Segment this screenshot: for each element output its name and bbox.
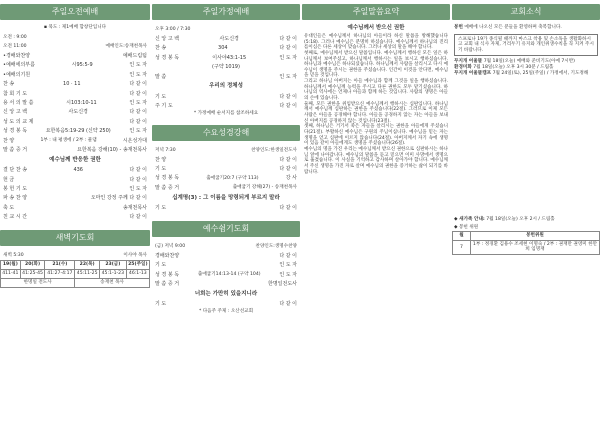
wednesday-service-header: 수요성경강해 — [152, 125, 300, 141]
evening-service-header: 주일가정예배 — [152, 4, 300, 20]
sermon-paragraph: 셋째, 하나님은 거기서 죽은 자들을 살리시는 권한을 아들에게 주셨습니다(21절). 부활하신 예수님은 구원의 주님이십니다. 예수님을 믿는 자는 생명을 얻고 심판에 이르지 않습니다(24절). 아버지께서 자기 속에 생명이 있음 같이 아들에게도 생명을 주셨습니다(26절). — [304, 124, 448, 147]
evening-title: 우리의 정체성 — [209, 83, 243, 90]
order-row: 파 송 찬 양 오마인 강정 주께 다 같 이 — [3, 195, 147, 202]
order-row: •예배에의부름 시95:5-9 인 도 자 — [3, 62, 147, 69]
order-row: 신 앙 고 백 사도신경 다 같 이 — [3, 109, 147, 116]
sunday-service-header: 주일오전예배 — [0, 4, 150, 20]
sermon-summary-header: 주일말씀요약 — [302, 4, 450, 20]
sunday-prelude: ▪ 묵도 : 제1예배 합창단입니다 — [43, 25, 107, 30]
sermon-title: 예수님께서 받으신 권한 — [347, 25, 405, 31]
sunday-sermon-title: 예수님께 반응한 권한 — [49, 156, 101, 163]
order-row: •예배의기원 인 도 자 — [3, 71, 147, 78]
order-row: 헌 금 다 같 이 — [3, 176, 147, 183]
church-news-column — [452, 4, 600, 255]
dawn-time: 새벽 5:30 — [3, 252, 24, 258]
dawn-schedule-table: 19(월) 20(화) 21(수) 22(목) 23(금) 25(주일) 411-41 41:25-45 41:27-4:17 45:11-25 45:1-1-23 46:1-13 한명일 전도사 송재천 목사 — [0, 260, 150, 287]
sermon-paragraph: 유대인들은 예수님께서 하나님의 아들이라 하신 말씀을 방해했습니다(5:18). 그러나 예수님은 분명히 하셨습니다. 예수님께서 하나님의 진리를이심은 다른 세상이 맞습니다. 그러나 세상의 말을 해야 합니다. — [304, 33, 448, 51]
church-news-header: 교회소식 — [452, 4, 600, 20]
evening-note: * 가정예배 순서지를 참조하세요 — [193, 111, 259, 116]
order-row: 결 단 찬 송 436 다 같 이 — [3, 167, 147, 174]
friday-prayer-header: 예수쉼기도회 — [152, 221, 300, 237]
order-row: 찬 송 10 · 11 다 같 이 — [3, 81, 147, 88]
news-box: 스프로나 19가 종식될 때까지 마스크 착용 및 손소독을 생활화하시고 교회 내 식사 자제, 거리두기 유지와 개인위생수칙을 꼭 지켜 주시기 바랍니다. — [454, 34, 598, 57]
news-item: 환경미화 7월 18일(오늘) 오후 3시 30분 / 드림홀 — [454, 65, 554, 71]
order-row: 찬 양 1부 : 내 평생에 / 2부 : 물댐 시온성가대 — [3, 137, 147, 144]
dawn-leader: 이사야 목사 — [123, 252, 147, 258]
weekday-services-column: 주일가정예배 오후 3:00 / 7:30 신 앙 고 백 사도신경 다 같 이 찬 송 304 다 같 이 성 경 봉 독 이사야43:1-15 인 도 자 (구약 1019) 말 씀 인 도 자 우리의 정체성 기 도 다 같 이 주 기 도 다 같 이 * 가정예배 순서지를 참조하세요 수요성경강해 저녁 7:30 찬양인도:한생일전도사 찬 양 다 같 이 기 도 다 같 이 성 경 봉 독 출애굽기20:7 (구약 113) 강 사 말 씀 증 거 출애굽기 강해(27) - 송재천목사 십계명(3) : 그 이름을 망령되게 부르지 말라 기 도 다 같 이 예수쉼기도회 (금) 저녁 9:00 찬양인도:생명수찬양 경배와찬양 다 같 이 기 도 인 도 자 성 경 봉 독 출애굽기14:13-14 (구약 104) 인 도 자 말 씀 증 거 한명일전도사 너희는 가만히 있을지니라 기 도 다 같 이 * 다음주 주제 : 오산선교회 — [152, 4, 300, 315]
evening-time: 오후 3:00 / 7:30 — [155, 26, 191, 32]
order-row: 말 씀 증 거 요한복음 강해(10) - 송재천목사 — [3, 146, 147, 153]
news-item: 무지개 어울뜰캠프 7월 24일(토), 25일(주일) / 가정에서, 기도정해 — [454, 70, 589, 76]
order-row: •경배와찬양 예배드림팀 — [3, 53, 147, 60]
sunday-time-2: 오전 11:00 — [3, 43, 27, 49]
friday-title: 너희는 가만히 있을지니라 — [194, 290, 258, 297]
news-item: 무지개 어울뜰 7월 18일(오늘) 예배와 준비기도(아예 7시반) — [454, 59, 575, 65]
order-row: 참 회 기 도 다 같 이 — [3, 90, 147, 97]
dawn-prayer-header: 새벽기도회 — [0, 230, 150, 246]
sunday-time-1: 오전 : 9:00 — [3, 34, 27, 40]
order-row: 용 서 의 말 씀 시103:10-11 인 도 자 — [3, 100, 147, 107]
sermon-paragraph: 첫째로, 예수님께서 받으신 말씀입니다. 예수님께서 행하신 모든 일은 하나님께서 보여주셨고, 하나님께서 행하시는 일을 보시고 행하셨습니다. 하나님과 예수님은 하나되셨습니다. 하나님께서 사람을 살리시고 다시 예수님이 생명을 주시는 권한을 주셨습니다. 인간이 이것을 안다면, 예수님을 믿을 것입니다. — [304, 50, 448, 79]
sermon-summary-column — [302, 4, 450, 175]
offering-committee-table: 월 봉헌위원 7 1부 : 정경환 김용수 조세현 이명숙 / 2부 : 권재만 권영미 한만희 임명재 — [452, 231, 600, 255]
serve-title: ◆ 봉헌 위원 — [454, 225, 479, 231]
sermon-paragraph: 예수님의 명을 가진 우리는 예수님께서 받으신 권한으로 심판하시는 하나님 앞에 나아갑니다. 예수님의 말씀을 듣고 믿으면 이미 사망에서 생명으로 옮겼습니다. 이 사실을 기억하고 감사하며 살아가야 합니다. 예수님께서 주신 생명을 가진 자로 살며 예수님의 권한을 증거하는 삶이 되기를 바랍니다. — [304, 147, 448, 175]
order-row: 성 도 의 교 제 다 같 이 — [3, 118, 147, 125]
sunday-service-column — [0, 4, 150, 288]
sunday-leader: 예배인도:송재천목사 — [105, 43, 147, 49]
newcomer-notice: ◆ 새가족 안내: 7월 18일(오늘) 오후 2시 / 드림홀 — [454, 216, 555, 222]
sermon-paragraph: 둘째, 모든 권한을 위임받으신 예수님께서 행하시는 심판입니다. 하나님께서 예수님께 심판하는 권한을 주셨습니다(22절). 그러므로 이제 모든 사람은 아들을 공경해야 합니다. 아들을 공경하지 않는 자는 아들을 보내신 아버지를 공경하지 않는 것입니다(23절). — [304, 101, 448, 124]
order-row: 성 경 봉 독 요한복음5:19-29 (신약 250) 인 도 자 — [3, 128, 147, 135]
sermon-paragraph: 그리고 하나님 아버지는 아들 예수님과 함께 그것을 일을 행하셨습니다. 하나님께서 예수님께 능력을 주시고 다른 권한도 모두 맡기셨습니다. 하나님의 역사에는 언제나 아들과 함께 하는 것입니다. 사람의 생명은 아들의 손에 있습니다. — [304, 79, 448, 102]
order-row: 축 도 송재천목사 — [3, 204, 147, 211]
order-row: 친 교 시 간 다 같 이 — [3, 214, 147, 221]
wednesday-title: 십계명(3) : 그 이름을 망령되게 부르지 말라 — [172, 194, 280, 201]
order-row: 봉 헌 기 도 인 도 자 — [3, 186, 147, 193]
news-item: 봉헌 예배에 나오신 모든 분들을 환영하며 축복합니다. — [454, 25, 562, 30]
